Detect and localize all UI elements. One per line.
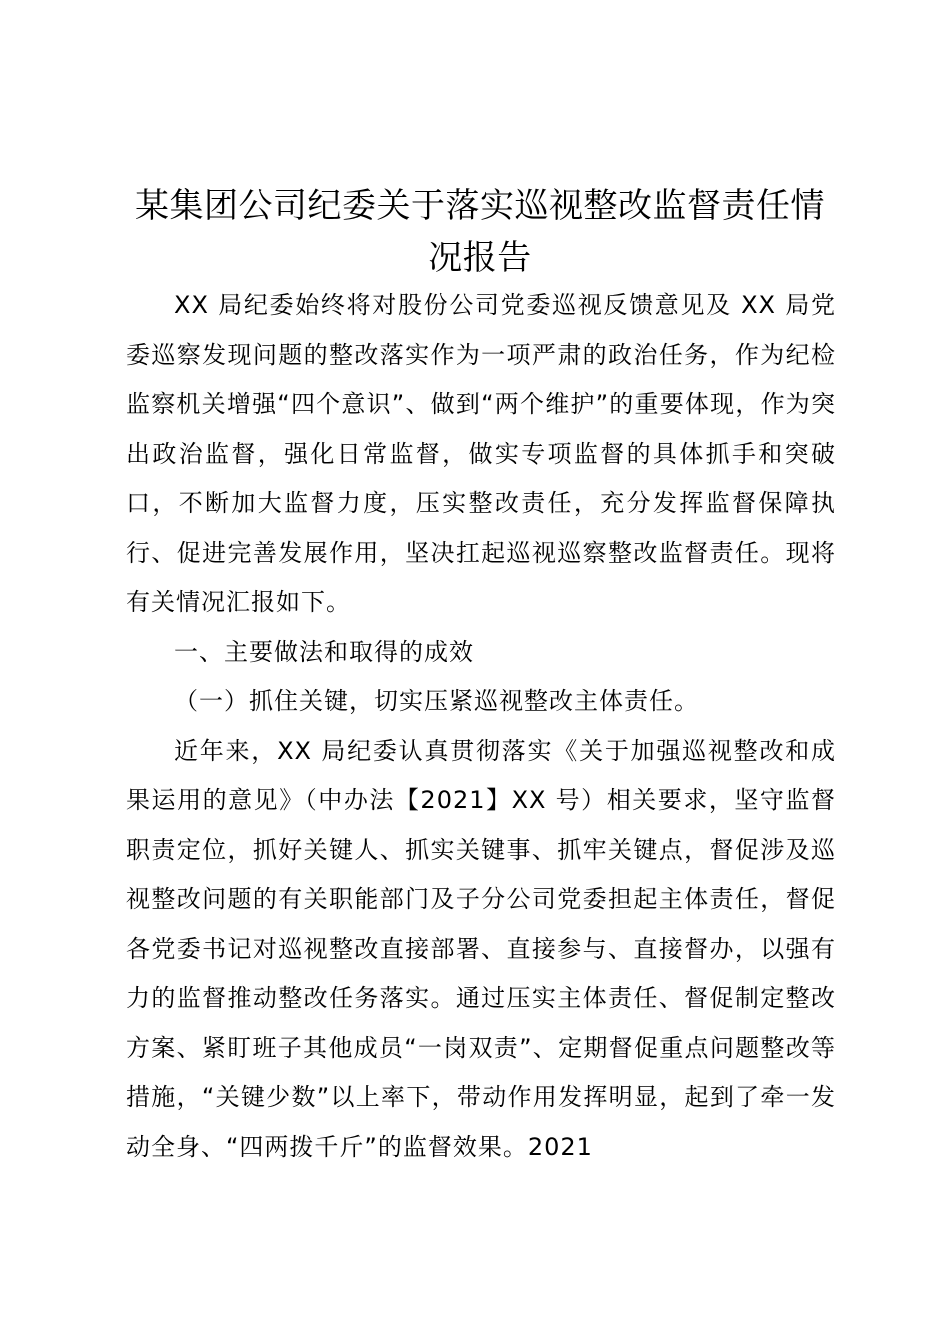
title-line-2: 况报告 (428, 238, 532, 278)
title-line-1: 某集团公司纪委关于落实巡视整改监督责任情 (135, 186, 825, 226)
section-heading: 一、主要做法和取得的成效 (174, 637, 474, 666)
body-paragraph: 近年来，XX 局纪委认真贯彻落实《关于加强巡视整改和成果运用的意见》（中办法【2021】XX 号）相关要求，坚守监督职责定位，抓好关键人、抓实关键事、抓牢关键点，督促涉及巡视整改问题的有关职能部门及子分公司党委担起主体责任，督促各党委书记对巡视整改直接部署、直接参与、直接督办，以强有力的监督推动整改任务落实。通过压实主体责任、督促制定整改方案、紧盯班子其他成员“一岗双责”、定期督促重点问题整改等措施，“关键少数”以上率下，带动作用发挥明显，起到了牵一发动全身、“四两拨千斤”的监督效果。2021 (126, 736, 836, 1161)
document-body (126, 281, 836, 1172)
document-title (110, 180, 850, 284)
intro-paragraph: XX 局纪委始终将对股份公司党委巡视反馈意见及 XX 局党委巡察发现问题的整改落实作为一项严肃的政治任务，作为纪检监察机关增强“四个意识”、做到“两个维护”的重要体现，作为突出政治监督，强化日常监督，做实专项监督的具体抓手和突破口，不断加大监督力度，压实整改责任，充分发挥监督保障执行、促进完善发展作用，坚决扛起巡视巡察整改监督责任。现将有关情况汇报如下。 (126, 291, 836, 616)
subsection-heading: （一）抓住关键，切实压紧巡视整改主体责任。 (174, 687, 699, 715)
